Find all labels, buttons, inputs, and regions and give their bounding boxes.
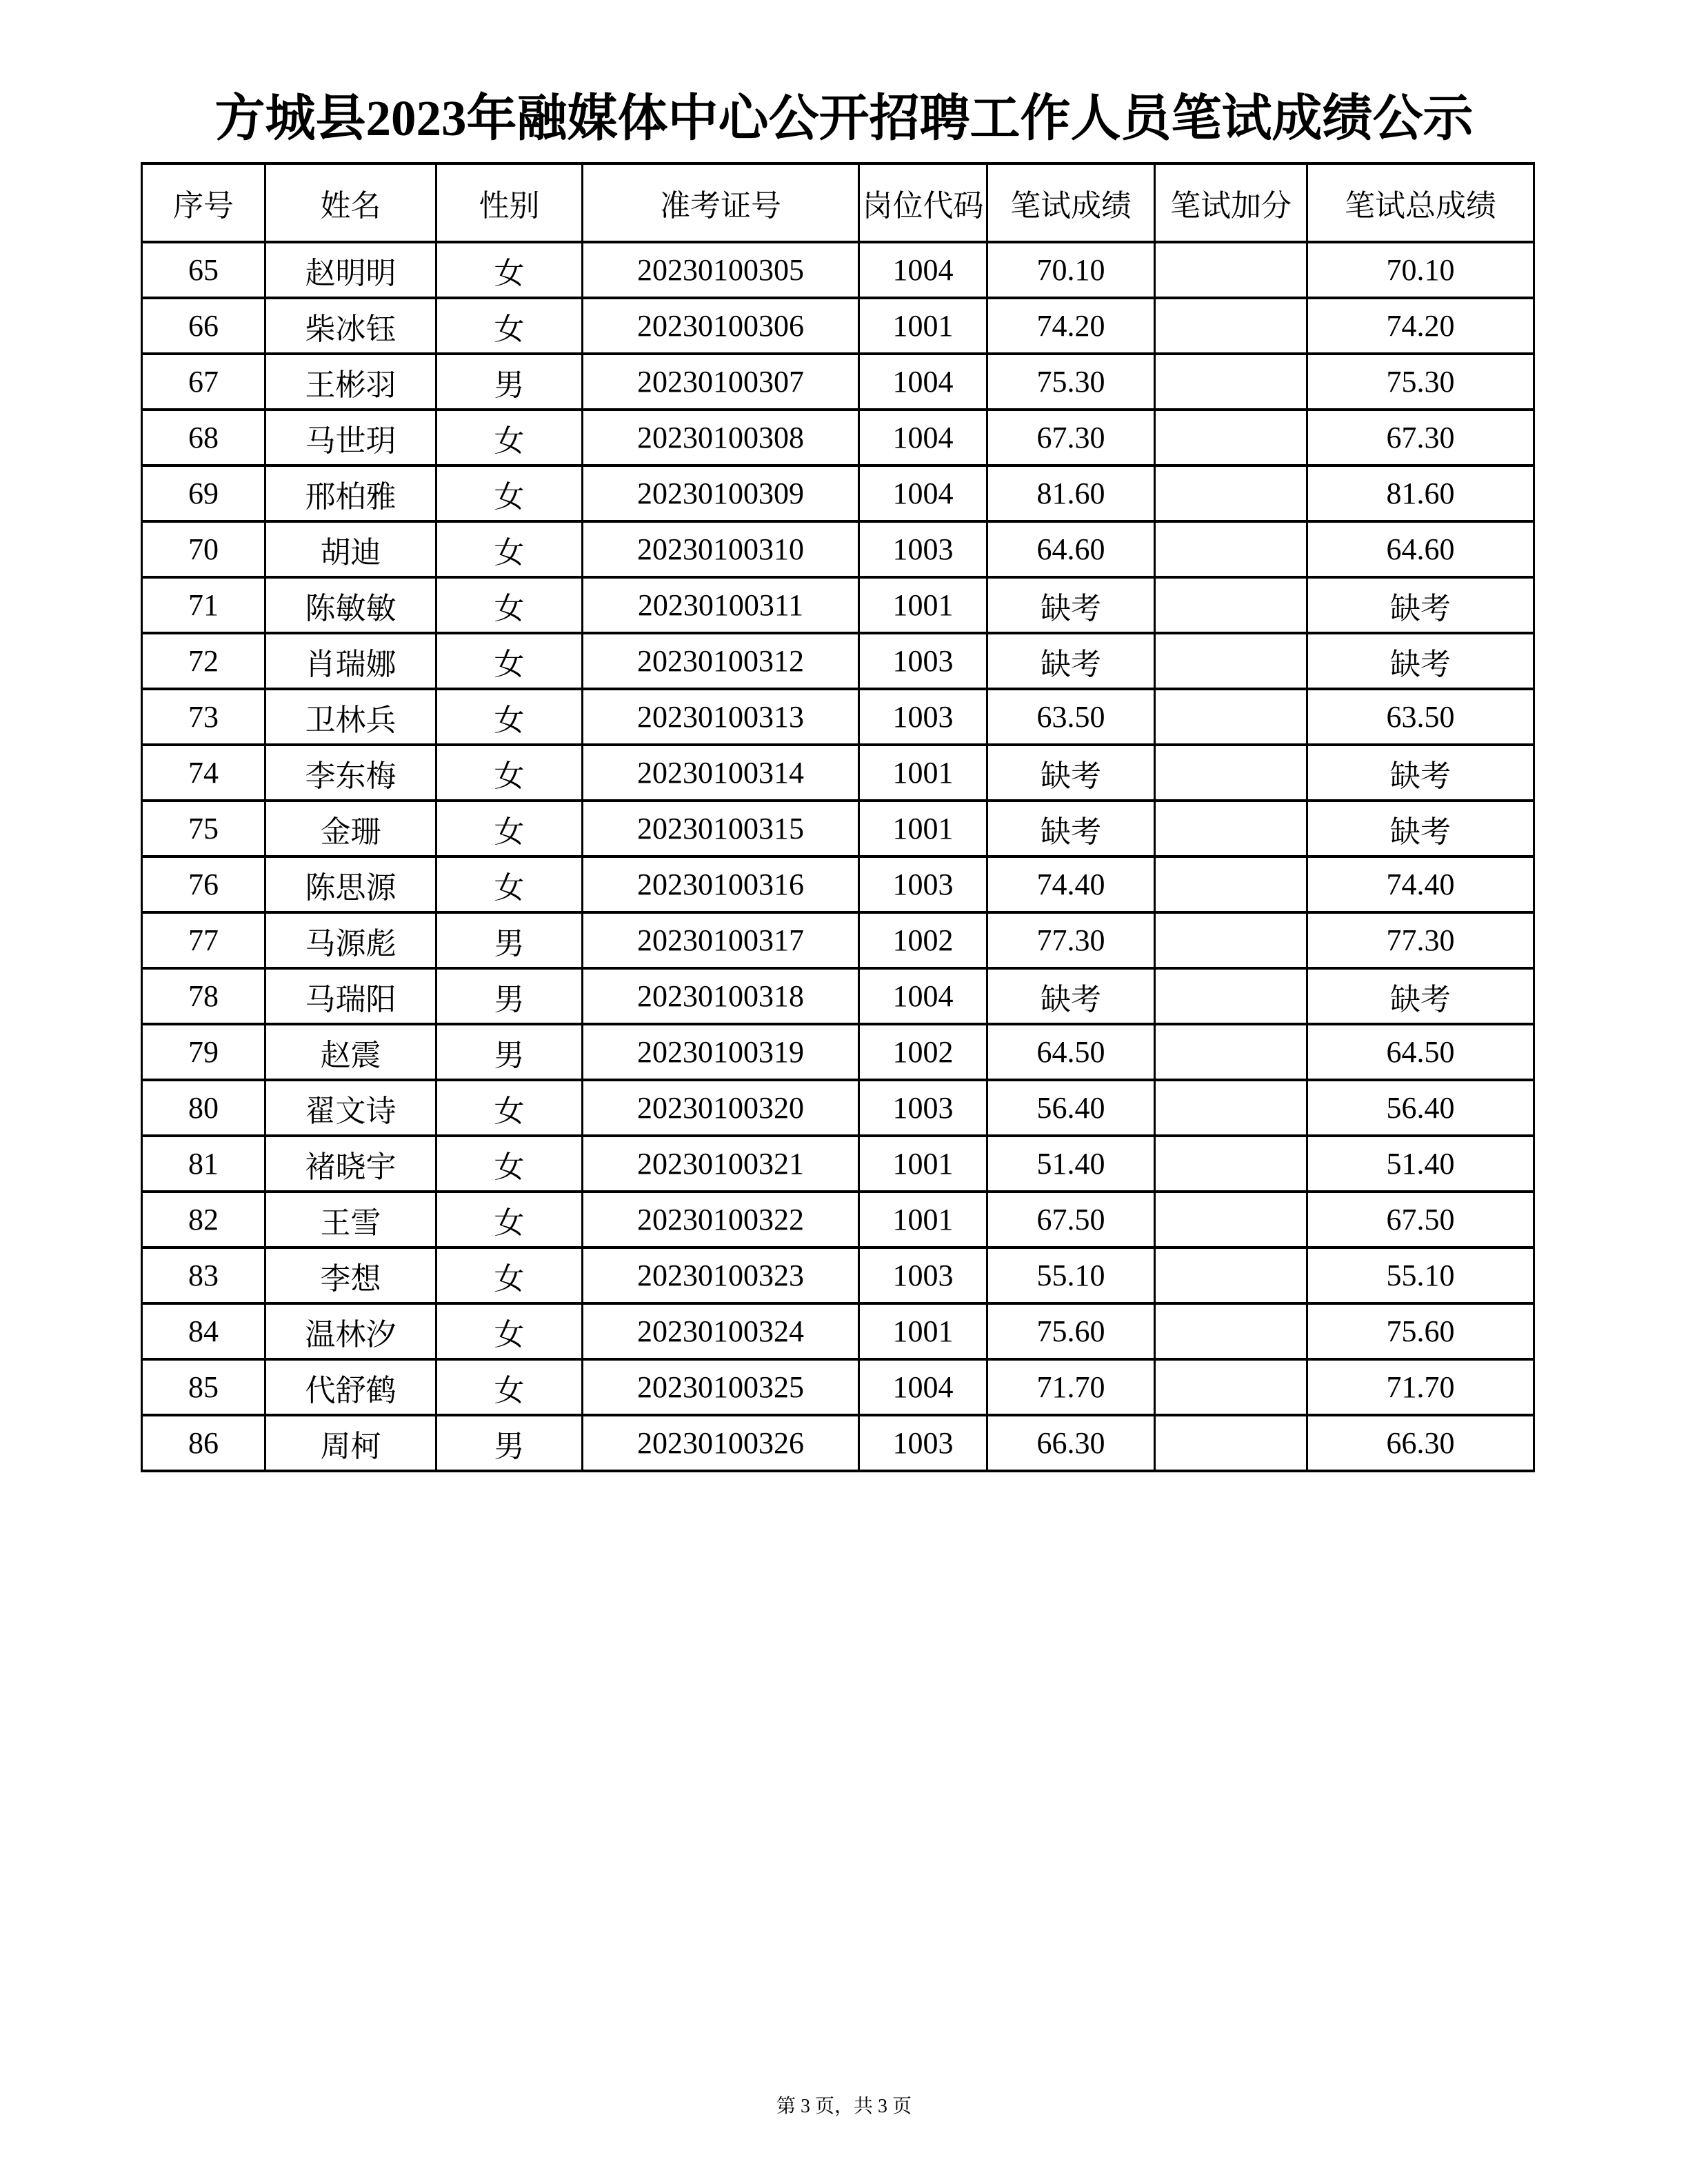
cell-position-code: 1001	[859, 1136, 987, 1192]
cell-gender: 男	[436, 1024, 583, 1080]
table-row	[142, 633, 1534, 689]
cell-position-code: 1004	[859, 354, 987, 410]
cell-written-score: 66.30	[987, 1415, 1155, 1471]
header-written-score: 笔试成绩	[987, 163, 1155, 242]
cell-gender: 女	[436, 1136, 583, 1192]
cell-index: 73	[142, 689, 265, 745]
cell-total-score: 71.70	[1307, 1359, 1534, 1415]
table-row	[142, 745, 1534, 801]
table-row	[142, 1359, 1534, 1415]
cell-bonus-score	[1155, 633, 1307, 689]
cell-index: 68	[142, 410, 265, 465]
cell-position-code: 1001	[859, 1192, 987, 1248]
cell-total-score: 缺考	[1307, 801, 1534, 856]
cell-total-score: 55.10	[1307, 1248, 1534, 1303]
cell-name: 陈思源	[265, 856, 436, 912]
cell-name: 王彬羽	[265, 354, 436, 410]
cell-written-score: 64.60	[987, 521, 1155, 577]
cell-written-score: 51.40	[987, 1136, 1155, 1192]
cell-ticket-number: 20230100320	[583, 1080, 859, 1136]
cell-gender: 女	[436, 856, 583, 912]
page-footer: 第 3 页，共 3 页	[776, 2096, 912, 2117]
cell-ticket-number: 20230100311	[583, 577, 859, 633]
cell-bonus-score	[1155, 1080, 1307, 1136]
cell-bonus-score	[1155, 577, 1307, 633]
cell-ticket-number: 20230100307	[583, 354, 859, 410]
cell-written-score: 75.30	[987, 354, 1155, 410]
cell-name: 王雪	[265, 1192, 436, 1248]
cell-position-code: 1001	[859, 801, 987, 856]
cell-gender: 女	[436, 1080, 583, 1136]
table-row	[142, 689, 1534, 745]
cell-ticket-number: 20230100318	[583, 968, 859, 1024]
cell-index: 79	[142, 1024, 265, 1080]
cell-ticket-number: 20230100325	[583, 1359, 859, 1415]
cell-name: 褚晓宇	[265, 1136, 436, 1192]
cell-index: 70	[142, 521, 265, 577]
cell-gender: 男	[436, 912, 583, 968]
cell-name: 卫林兵	[265, 689, 436, 745]
cell-ticket-number: 20230100308	[583, 410, 859, 465]
cell-written-score: 67.30	[987, 410, 1155, 465]
cell-ticket-number: 20230100309	[583, 465, 859, 521]
cell-written-score: 81.60	[987, 465, 1155, 521]
cell-index: 82	[142, 1192, 265, 1248]
cell-name: 赵震	[265, 1024, 436, 1080]
cell-written-score: 67.50	[987, 1192, 1155, 1248]
cell-position-code: 1003	[859, 856, 987, 912]
cell-position-code: 1004	[859, 1359, 987, 1415]
cell-total-score: 74.40	[1307, 856, 1534, 912]
table-row	[142, 1080, 1534, 1136]
cell-position-code: 1001	[859, 1303, 987, 1359]
cell-name: 李东梅	[265, 745, 436, 801]
cell-bonus-score	[1155, 689, 1307, 745]
cell-ticket-number: 20230100323	[583, 1248, 859, 1303]
cell-written-score: 55.10	[987, 1248, 1155, 1303]
cell-total-score: 缺考	[1307, 633, 1534, 689]
cell-gender: 女	[436, 1248, 583, 1303]
cell-written-score: 缺考	[987, 745, 1155, 801]
cell-written-score: 75.60	[987, 1303, 1155, 1359]
cell-total-score: 64.60	[1307, 521, 1534, 577]
table-row	[142, 410, 1534, 465]
cell-written-score: 缺考	[987, 577, 1155, 633]
cell-index: 77	[142, 912, 265, 968]
cell-position-code: 1003	[859, 633, 987, 689]
cell-written-score: 71.70	[987, 1359, 1155, 1415]
cell-position-code: 1004	[859, 242, 987, 298]
cell-index: 65	[142, 242, 265, 298]
cell-position-code: 1003	[859, 1248, 987, 1303]
cell-index: 76	[142, 856, 265, 912]
cell-total-score: 74.20	[1307, 298, 1534, 354]
cell-written-score: 63.50	[987, 689, 1155, 745]
table-row	[142, 465, 1534, 521]
table-row	[142, 801, 1534, 856]
cell-position-code: 1004	[859, 968, 987, 1024]
cell-total-score: 75.30	[1307, 354, 1534, 410]
cell-bonus-score	[1155, 1192, 1307, 1248]
cell-name: 胡迪	[265, 521, 436, 577]
cell-position-code: 1001	[859, 745, 987, 801]
cell-total-score: 63.50	[1307, 689, 1534, 745]
cell-total-score: 64.50	[1307, 1024, 1534, 1080]
cell-written-score: 缺考	[987, 633, 1155, 689]
table-row	[142, 354, 1534, 410]
cell-total-score: 51.40	[1307, 1136, 1534, 1192]
cell-gender: 女	[436, 242, 583, 298]
header-bonus-score: 笔试加分	[1155, 163, 1307, 242]
cell-bonus-score	[1155, 912, 1307, 968]
cell-gender: 女	[436, 298, 583, 354]
cell-gender: 女	[436, 1192, 583, 1248]
cell-name: 翟文诗	[265, 1080, 436, 1136]
table-header-row	[142, 163, 1534, 242]
cell-total-score: 81.60	[1307, 465, 1534, 521]
cell-gender: 女	[436, 1303, 583, 1359]
table-row	[142, 521, 1534, 577]
cell-gender: 女	[436, 521, 583, 577]
cell-index: 78	[142, 968, 265, 1024]
cell-position-code: 1001	[859, 298, 987, 354]
table-row	[142, 912, 1534, 968]
table-row	[142, 1136, 1534, 1192]
cell-bonus-score	[1155, 1415, 1307, 1471]
cell-written-score: 77.30	[987, 912, 1155, 968]
cell-written-score: 74.40	[987, 856, 1155, 912]
cell-name: 李想	[265, 1248, 436, 1303]
page-title: 方城县2023年融媒体中心公开招聘工作人员笔试成绩公示	[214, 90, 1474, 146]
cell-gender: 男	[436, 968, 583, 1024]
table-row	[142, 1024, 1534, 1080]
cell-position-code: 1003	[859, 1415, 987, 1471]
cell-index: 71	[142, 577, 265, 633]
cell-total-score: 缺考	[1307, 577, 1534, 633]
cell-bonus-score	[1155, 1303, 1307, 1359]
cell-written-score: 56.40	[987, 1080, 1155, 1136]
cell-name: 代舒鹤	[265, 1359, 436, 1415]
cell-gender: 女	[436, 465, 583, 521]
table-row	[142, 856, 1534, 912]
cell-bonus-score	[1155, 521, 1307, 577]
cell-total-score: 缺考	[1307, 968, 1534, 1024]
cell-name: 赵明明	[265, 242, 436, 298]
cell-index: 81	[142, 1136, 265, 1192]
cell-position-code: 1004	[859, 410, 987, 465]
cell-position-code: 1004	[859, 465, 987, 521]
cell-index: 74	[142, 745, 265, 801]
cell-index: 69	[142, 465, 265, 521]
cell-total-score: 67.50	[1307, 1192, 1534, 1248]
cell-position-code: 1003	[859, 521, 987, 577]
cell-name: 马瑞阳	[265, 968, 436, 1024]
cell-gender: 男	[436, 1415, 583, 1471]
cell-ticket-number: 20230100310	[583, 521, 859, 577]
cell-ticket-number: 20230100315	[583, 801, 859, 856]
cell-name: 金珊	[265, 801, 436, 856]
cell-ticket-number: 20230100321	[583, 1136, 859, 1192]
header-index: 序号	[142, 163, 265, 242]
table-row	[142, 1303, 1534, 1359]
cell-written-score: 74.20	[987, 298, 1155, 354]
table-row	[142, 577, 1534, 633]
cell-name: 肖瑞娜	[265, 633, 436, 689]
cell-bonus-score	[1155, 968, 1307, 1024]
cell-total-score: 67.30	[1307, 410, 1534, 465]
cell-gender: 女	[436, 1359, 583, 1415]
cell-position-code: 1003	[859, 1080, 987, 1136]
cell-written-score: 64.50	[987, 1024, 1155, 1080]
table-row	[142, 1248, 1534, 1303]
cell-gender: 女	[436, 801, 583, 856]
cell-total-score: 75.60	[1307, 1303, 1534, 1359]
cell-total-score: 70.10	[1307, 242, 1534, 298]
cell-bonus-score	[1155, 1359, 1307, 1415]
cell-index: 83	[142, 1248, 265, 1303]
cell-gender: 女	[436, 633, 583, 689]
cell-position-code: 1002	[859, 1024, 987, 1080]
cell-index: 75	[142, 801, 265, 856]
cell-gender: 男	[436, 354, 583, 410]
cell-index: 72	[142, 633, 265, 689]
cell-ticket-number: 20230100322	[583, 1192, 859, 1248]
table-row	[142, 242, 1534, 298]
cell-bonus-score	[1155, 242, 1307, 298]
header-gender: 性别	[436, 163, 583, 242]
cell-name: 陈敏敏	[265, 577, 436, 633]
cell-gender: 女	[436, 410, 583, 465]
cell-index: 84	[142, 1303, 265, 1359]
cell-ticket-number: 20230100314	[583, 745, 859, 801]
header-position-code: 岗位代码	[859, 163, 987, 242]
cell-bonus-score	[1155, 1136, 1307, 1192]
cell-bonus-score	[1155, 745, 1307, 801]
cell-gender: 女	[436, 689, 583, 745]
table-row	[142, 1415, 1534, 1471]
header-ticket-number: 准考证号	[583, 163, 859, 242]
cell-name: 周柯	[265, 1415, 436, 1471]
cell-bonus-score	[1155, 1248, 1307, 1303]
cell-total-score: 缺考	[1307, 745, 1534, 801]
cell-name: 马源彪	[265, 912, 436, 968]
cell-bonus-score	[1155, 354, 1307, 410]
cell-position-code: 1001	[859, 577, 987, 633]
cell-bonus-score	[1155, 298, 1307, 354]
cell-total-score: 66.30	[1307, 1415, 1534, 1471]
cell-written-score: 缺考	[987, 968, 1155, 1024]
cell-ticket-number: 20230100313	[583, 689, 859, 745]
cell-ticket-number: 20230100326	[583, 1415, 859, 1471]
cell-total-score: 56.40	[1307, 1080, 1534, 1136]
cell-bonus-score	[1155, 410, 1307, 465]
cell-index: 80	[142, 1080, 265, 1136]
cell-written-score: 缺考	[987, 801, 1155, 856]
cell-total-score: 77.30	[1307, 912, 1534, 968]
score-table	[141, 162, 1535, 1472]
cell-position-code: 1003	[859, 689, 987, 745]
cell-index: 66	[142, 298, 265, 354]
cell-gender: 女	[436, 577, 583, 633]
cell-name: 邢柏雅	[265, 465, 436, 521]
cell-index: 67	[142, 354, 265, 410]
cell-bonus-score	[1155, 465, 1307, 521]
cell-gender: 女	[436, 745, 583, 801]
cell-ticket-number: 20230100316	[583, 856, 859, 912]
cell-ticket-number: 20230100319	[583, 1024, 859, 1080]
cell-ticket-number: 20230100305	[583, 242, 859, 298]
cell-bonus-score	[1155, 801, 1307, 856]
cell-index: 85	[142, 1359, 265, 1415]
cell-name: 柴冰钰	[265, 298, 436, 354]
cell-bonus-score	[1155, 1024, 1307, 1080]
cell-ticket-number: 20230100312	[583, 633, 859, 689]
table-row	[142, 298, 1534, 354]
table-row	[142, 968, 1534, 1024]
cell-bonus-score	[1155, 856, 1307, 912]
cell-written-score: 70.10	[987, 242, 1155, 298]
header-total-score: 笔试总成绩	[1307, 163, 1534, 242]
cell-ticket-number: 20230100324	[583, 1303, 859, 1359]
header-name: 姓名	[265, 163, 436, 242]
cell-ticket-number: 20230100317	[583, 912, 859, 968]
cell-name: 温林汐	[265, 1303, 436, 1359]
cell-position-code: 1002	[859, 912, 987, 968]
table-row	[142, 1192, 1534, 1248]
cell-index: 86	[142, 1415, 265, 1471]
cell-name: 马世玥	[265, 410, 436, 465]
cell-ticket-number: 20230100306	[583, 298, 859, 354]
